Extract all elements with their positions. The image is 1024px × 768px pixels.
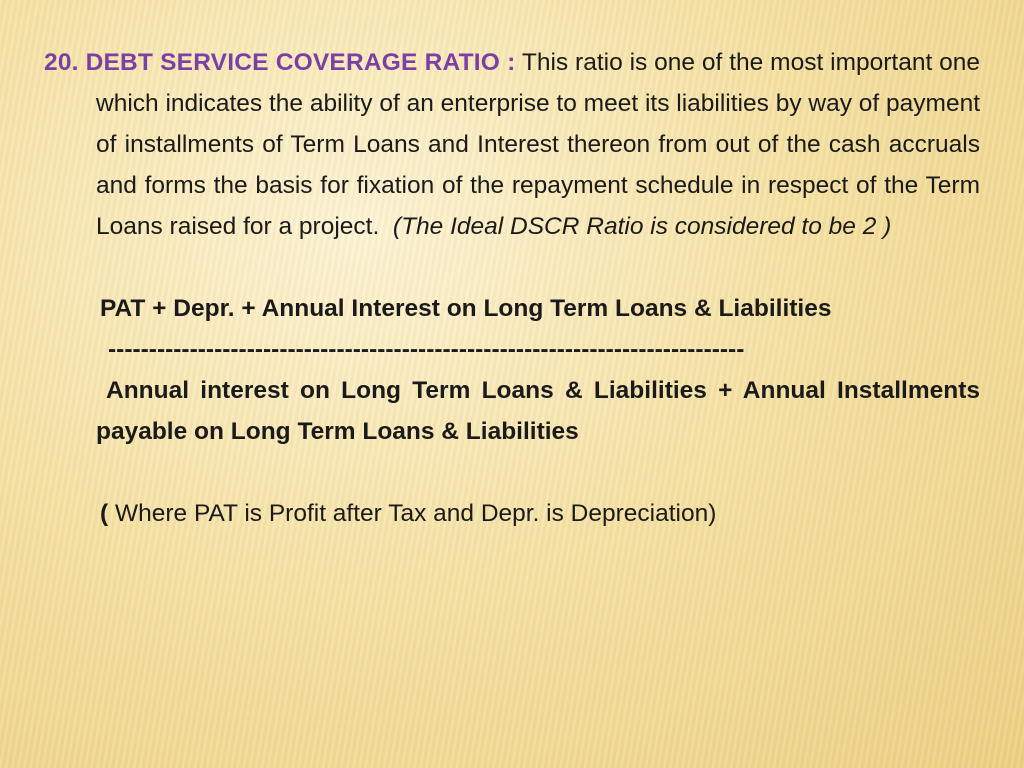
footnote [96, 493, 980, 534]
dscr-paragraph [44, 42, 980, 247]
slide-content [44, 42, 980, 534]
body-text: This ratio is one of the most important one which indicates the ability of an enterprise to meet its liabilities by way of payment of installments of Term Loans and Interest thereon from out of the cash accruals and forms the basis for fixation of the repayment schedule in respect of the Term Loans raised for a project. [96, 49, 981, 240]
item-number: 20. [44, 49, 79, 76]
section-heading: DEBT SERVICE COVERAGE RATIO : [85, 49, 516, 76]
formula-denominator: Annual interest on Long Term Loans & Liabilities + Annual Installments payable on Long Term Loans & Liabilities [96, 377, 980, 445]
ideal-ratio-note: (The Ideal DSCR Ratio is considered to be 2 ) [392, 213, 892, 240]
footnote-open-paren: ( [100, 500, 109, 527]
footnote-text: Where PAT is Profit after Tax and Depr. is Depreciation) [108, 500, 717, 527]
formula-numerator: PAT + Depr. + Annual Interest on Long Term Loans & Liabilities [100, 295, 832, 322]
formula-divider-line: ------------------------------------------------------------------------------ [108, 336, 745, 363]
dscr-formula [96, 288, 980, 452]
